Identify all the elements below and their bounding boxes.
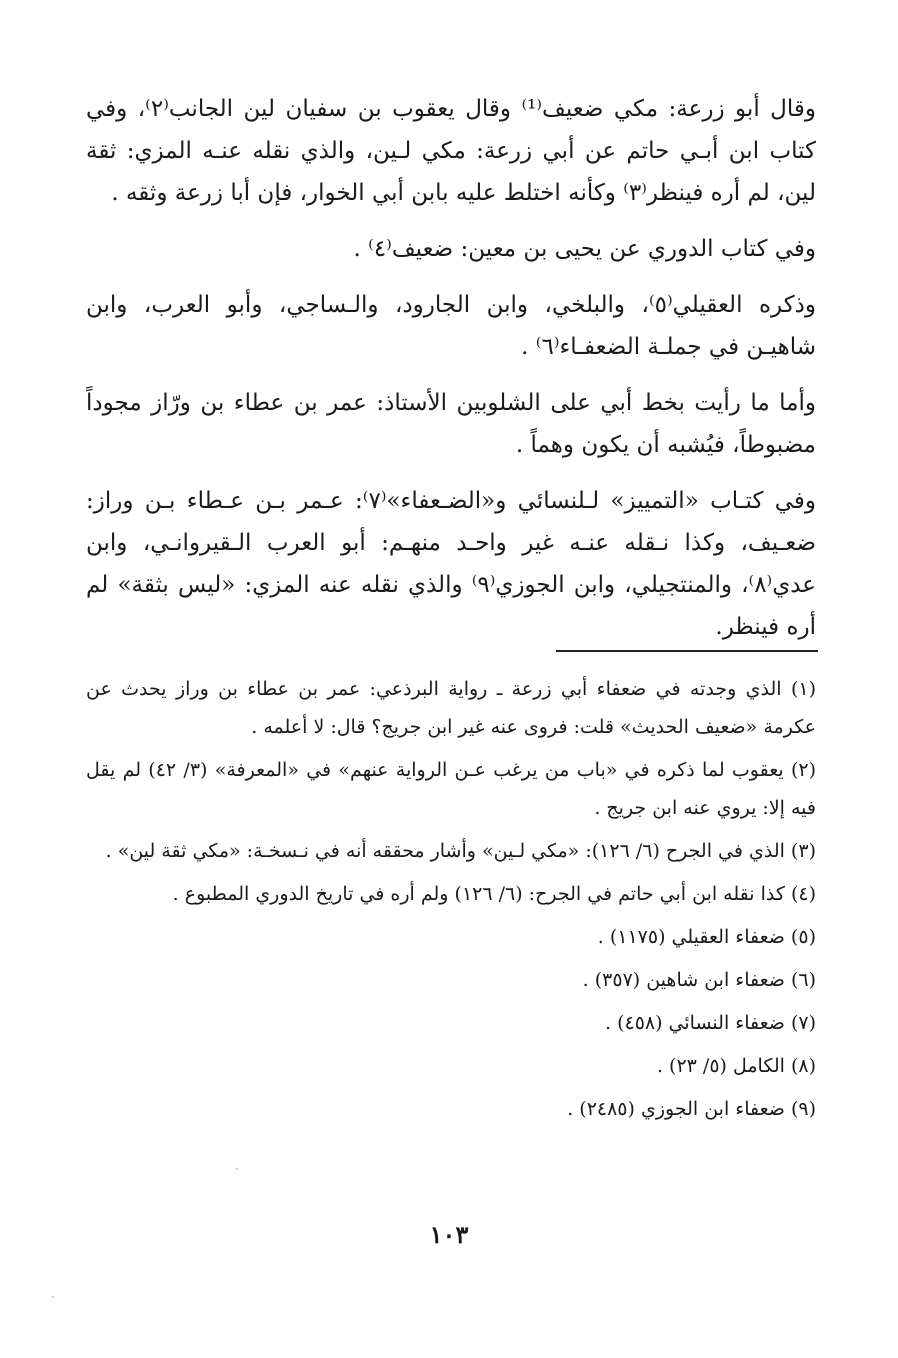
- footnote-3: (٣) الذي في الجرح (٦/ ١٢٦): «مكي لـين» وأشار محققه أنه في نـسخـة: «مكي ثقة لين» .: [105, 840, 816, 862]
- footnote-4: (٤) كذا نقله ابن أبي حاتم في الجرح: (٦/ ١٢٦) ولم أره في تاريخ الدوري المطبوع .: [172, 883, 816, 905]
- page-number: ١٠٣: [429, 1220, 469, 1249]
- footnote-5: (٥) ضعفاء العقيلي (١١٧٥) .: [597, 926, 816, 948]
- paragraph-4: وأما ما رأيت بخط أبي على الشلوبين الأستاذ: عمر بن عطاء بن ورّاز مجوداً مضبوطاً، فيُشبه أن يكون وهماً .: [86, 390, 816, 458]
- scan-speck: [52, 1296, 54, 1298]
- footnote-2: (٢) يعقوب لما ذكره في «باب من يرغب عـن الرواية عنهم» في «المعرفة» (٣/ ٤٢) لم يقل فيه إلا: يروي عنه ابن جريج .: [86, 759, 816, 819]
- footnote-6: (٦) ضعفاء ابن شاهين (٣٥٧) .: [582, 969, 816, 991]
- paragraph-2: وفي كتاب الدوري عن يحيى بن معين: ضعيف⁽٤⁾ .: [353, 236, 816, 262]
- footnotes: [86, 670, 816, 1133]
- paragraph-5: وفي كتـاب «التمييز» لـلنسائي و«الضـعفاء»⁽٧⁾: عـمر بـن عـطاء بـن وراز: ضعـيف، وكذا نـقله عنـه غير واحـد منهـم: أبو العرب الـقيروانـي، وابن عدي⁽٨⁾، والمنتجيلي، وابن الجوزي⁽٩⁾ والذي نقله عنه المزي: «ليس بثقة» لم أره فينظر.: [86, 488, 817, 640]
- footnote-8: (٨) الكامل (٥/ ٢٣) .: [656, 1055, 816, 1077]
- footnote-1: (١) الذي وجدته في ضعفاء أبي زرعة ـ رواية البرذعي: عمر بن عطاء بن وراز يحدث عن عكرمة «ضعيف الحديث» قلت: فروى عنه غير ابن جريج؟ قال: لا أعلمه .: [86, 678, 816, 738]
- footnote-7: (٧) ضعفاء النسائي (٤٥٨) .: [604, 1012, 816, 1034]
- paragraph-3: وذكره العقيلي⁽٥⁾، والبلخي، وابن الجارود، والـساجي، وأبو العرب، وابن شاهيـن في جملـة الضعفـاء⁽٦⁾ .: [86, 292, 816, 360]
- paragraph-1: وقال أبو زرعة: مكي ضعيف⁽¹⁾ وقال يعقوب بن سفيان لين الجانب⁽٢⁾، وفي كتاب ابن أبـي حاتم عن أبي زرعة: مكي لـين، والذي نقله عنـه المزي: ثقة لين، لم أره فينظر⁽٣⁾ وكأنه اختلط عليه بابن أبي الخوار، فإن أبا زرعة وثقه .: [86, 96, 817, 206]
- scan-speck: [236, 1168, 238, 1170]
- footnote-9: (٩) ضعفاء ابن الجوزي (٢٤٨٥) .: [567, 1098, 816, 1120]
- main-text: [86, 88, 816, 652]
- footnote-separator: [556, 650, 818, 652]
